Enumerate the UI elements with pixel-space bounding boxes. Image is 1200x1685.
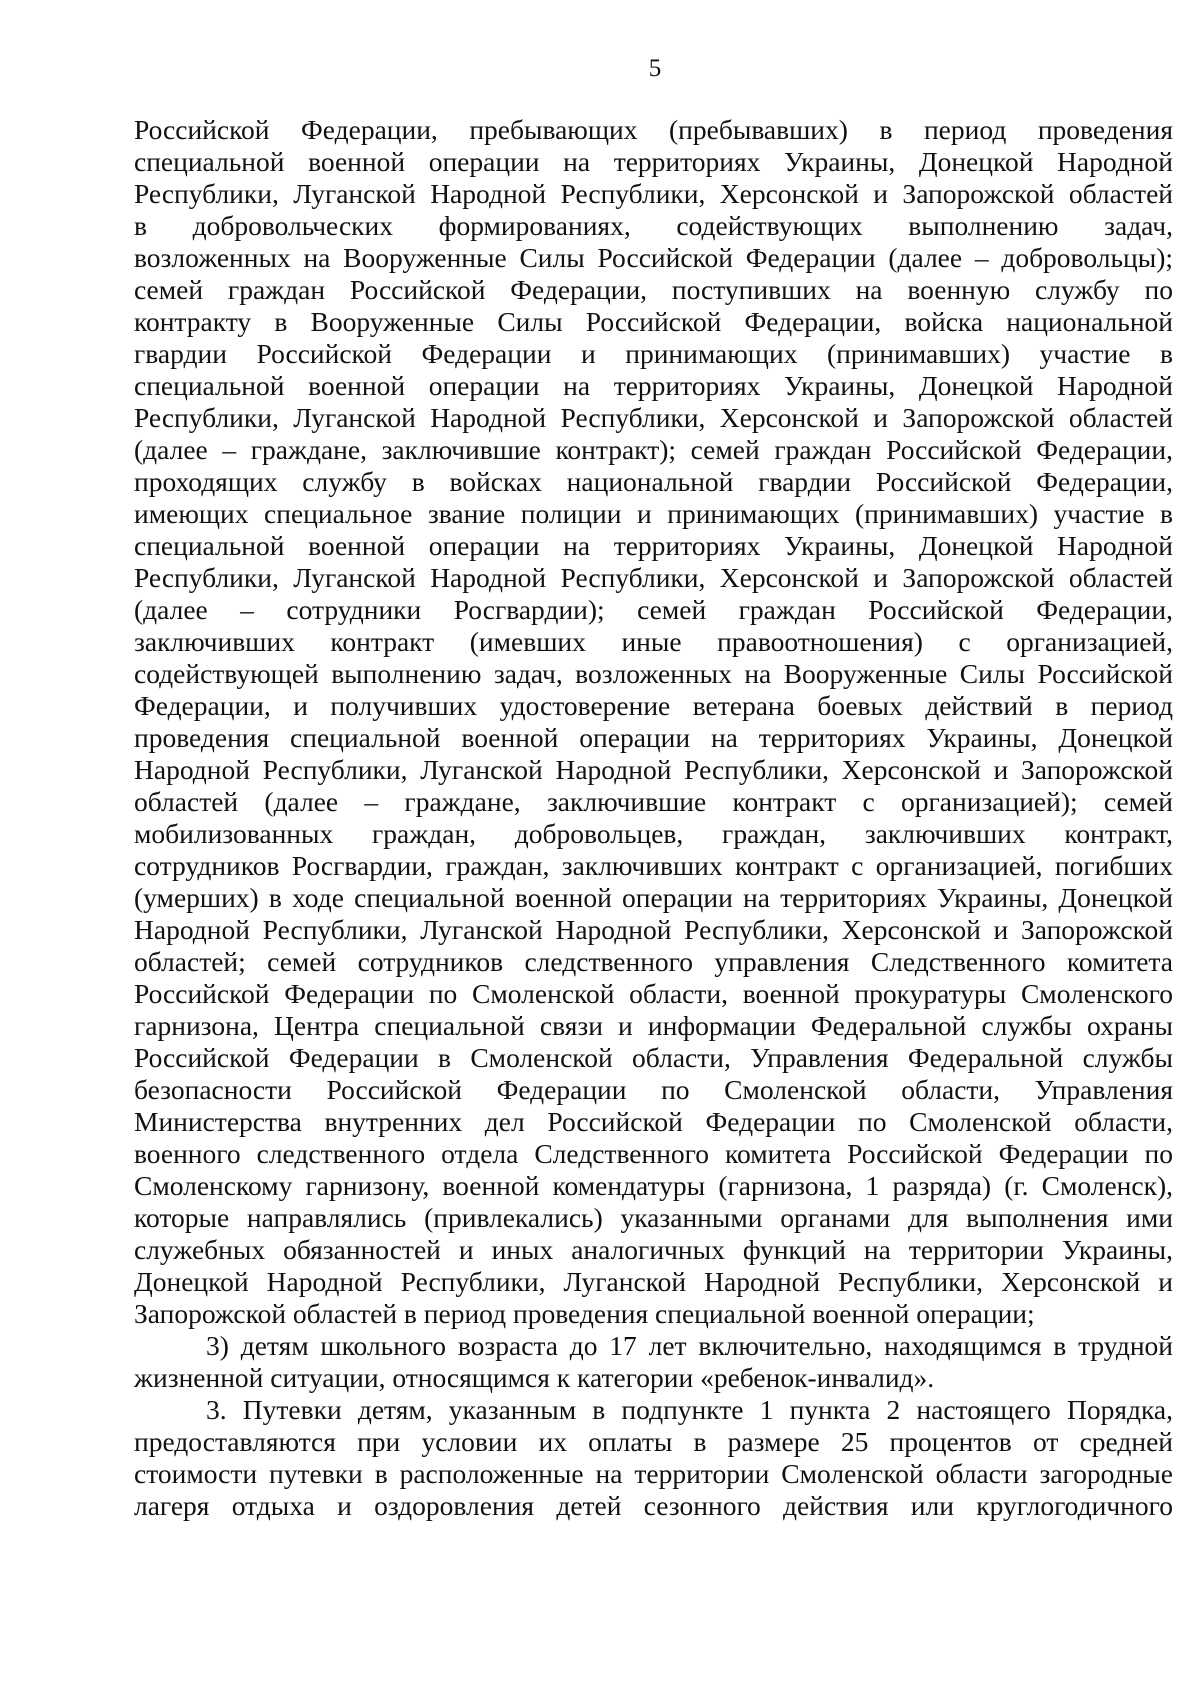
text-line: областей (далее – граждане, заключившие контракт с организацией); семей xyxy=(134,786,1173,817)
text-line: Министерства внутренних дел Российской Федерации по Смоленской области, xyxy=(134,1106,1173,1137)
text-line: проходящих службу в войсках национальной гвардии Российской Федерации, xyxy=(134,466,1173,497)
page-number: 5 xyxy=(648,55,662,82)
text-line: безопасности Российской Федерации по Смоленской области, Управления xyxy=(134,1074,1173,1105)
text-line: Республики, Луганской Народной Республики, Херсонской и Запорожской областей xyxy=(134,178,1173,209)
text-line: 3. Путевки детям, указанным в подпункте 1 пункта 2 настоящего Порядка, xyxy=(206,1394,1173,1425)
text-line: проведения специальной военной операции на территориях Украины, Донецкой xyxy=(134,722,1173,753)
text-line: Республики, Луганской Народной Республики, Херсонской и Запорожской областей xyxy=(134,402,1173,433)
text-line: содействующей выполнению задач, возложенных на Вооруженные Силы Российской xyxy=(134,658,1173,689)
text-line: контракту в Вооруженные Силы Российской Федерации, войска национальной xyxy=(134,306,1173,337)
text-line: заключивших контракт (имевших иные правоотношения) с организацией, xyxy=(134,626,1173,657)
text-line: Смоленскому гарнизону, военной комендатуры (гарнизона, 1 разряда) (г. Смоленск), xyxy=(134,1170,1173,1201)
text-line: областей; семей сотрудников следственного управления Следственного комитета xyxy=(134,946,1173,977)
text-line: военного следственного отдела Следственного комитета Российской Федерации по xyxy=(134,1138,1173,1169)
text-line: Запорожской областей в период проведения специальной военной операции; xyxy=(134,1298,1035,1329)
text-line: лагеря отдыха и оздоровления детей сезонного действия или круглогодичного xyxy=(134,1490,1173,1521)
text-line: Донецкой Народной Республики, Луганской Народной Республики, Херсонской и xyxy=(134,1266,1173,1297)
text-line: специальной военной операции на территориях Украины, Донецкой Народной xyxy=(134,530,1173,561)
body-text xyxy=(134,114,1173,1522)
text-line: специальной военной операции на территориях Украины, Донецкой Народной xyxy=(134,146,1173,177)
text-line: Федерации, и получивших удостоверение ветерана боевых действий в период xyxy=(134,690,1173,721)
text-line: жизненной ситуации, относящимся к категории «ребенок-инвалид». xyxy=(134,1362,935,1393)
text-line: Российской Федерации по Смоленской области, военной прокуратуры Смоленского xyxy=(134,978,1173,1009)
text-line: предоставляются при условии их оплаты в размере 25 процентов от средней xyxy=(134,1426,1173,1457)
text-line: специальной военной операции на территориях Украины, Донецкой Народной xyxy=(134,370,1173,401)
text-line: Российской Федерации, пребывающих (пребывавших) в период проведения xyxy=(134,114,1173,145)
text-line: возложенных на Вооруженные Силы Российской Федерации (далее – добровольцы); xyxy=(134,242,1173,273)
text-line: имеющих специальное звание полиции и принимающих (принимавших) участие в xyxy=(134,498,1173,529)
text-line: которые направлялись (привлекались) указанными органами для выполнения ими xyxy=(134,1202,1173,1233)
text-line: сотрудников Росгвардии, граждан, заключивших контракт с организацией, погибших xyxy=(134,850,1173,881)
text-line: гарнизона, Центра специальной связи и информации Федеральной службы охраны xyxy=(134,1010,1173,1041)
text-line: (далее – сотрудники Росгвардии); семей граждан Российской Федерации, xyxy=(134,594,1173,625)
text-line: семей граждан Российской Федерации, поступивших на военную службу по xyxy=(134,274,1173,305)
text-line: мобилизованных граждан, добровольцев, граждан, заключивших контракт, xyxy=(134,818,1173,849)
text-line: (умерших) в ходе специальной военной операции на территориях Украины, Донецкой xyxy=(134,882,1173,913)
text-line: Российской Федерации в Смоленской области, Управления Федеральной службы xyxy=(134,1042,1173,1073)
text-line: Народной Республики, Луганской Народной Республики, Херсонской и Запорожской xyxy=(134,754,1173,785)
text-line: (далее – граждане, заключившие контракт); семей граждан Российской Федерации, xyxy=(134,434,1173,465)
text-line: Республики, Луганской Народной Республики, Херсонской и Запорожской областей xyxy=(134,562,1173,593)
text-line: Народной Республики, Луганской Народной Республики, Херсонской и Запорожской xyxy=(134,914,1173,945)
text-line: стоимости путевки в расположенные на территории Смоленской области загородные xyxy=(134,1458,1173,1489)
text-line: 3) детям школьного возраста до 17 лет включительно, находящимся в трудной xyxy=(206,1330,1173,1361)
text-line: гвардии Российской Федерации и принимающих (принимавших) участие в xyxy=(134,338,1173,369)
text-line: служебных обязанностей и иных аналогичных функций на территории Украины, xyxy=(134,1234,1173,1265)
text-line: в добровольческих формированиях, содействующих выполнению задач, xyxy=(134,210,1173,241)
